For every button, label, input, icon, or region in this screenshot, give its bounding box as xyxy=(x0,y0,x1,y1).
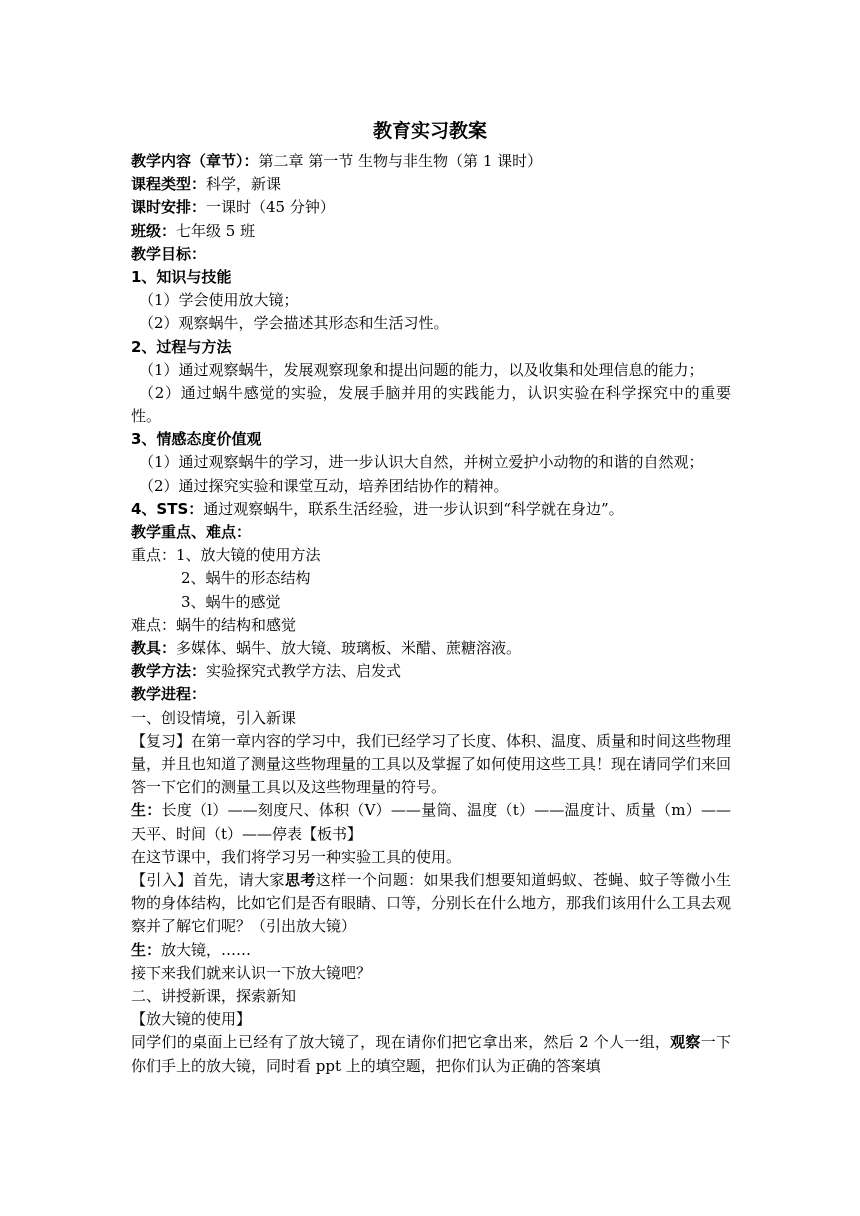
tools-value: 多媒体、蜗牛、放大镜、玻璃板、米醋、蔗糖溶液。 xyxy=(176,639,522,657)
tools-row xyxy=(131,637,731,660)
goal-3-heading: 3、情感态度价值观 xyxy=(131,430,262,449)
student-2-answer: 放大镜，…… xyxy=(161,940,252,959)
student-label: 生： xyxy=(131,801,162,820)
time-row xyxy=(131,196,731,219)
method-row xyxy=(131,660,731,683)
para-text-a: 同学们的桌面上已经有了放大镜了，现在请你们把它拿出来，然后 2 个人一组， xyxy=(131,1033,671,1052)
next-line: 接下来我们就来认识一下放大镜吧？ xyxy=(131,963,372,982)
class-label: 班级： xyxy=(131,221,177,240)
intro-text-a: 【引入】首先，请大家 xyxy=(131,870,285,889)
lesson-plan-body xyxy=(131,150,731,1078)
goal-4-row xyxy=(131,498,731,521)
student-answer-2-row xyxy=(131,939,731,962)
goal-2-heading: 2、过程与方法 xyxy=(131,337,232,356)
section-2-title: 二、讲授新课，探索新知 xyxy=(131,986,297,1005)
goals-heading: 教学目标： xyxy=(131,244,207,263)
magnifier-heading: 【放大镜的使用】 xyxy=(131,1010,252,1029)
goal-1-item-1: （1）学会使用放大镜； xyxy=(139,291,299,310)
class-row xyxy=(131,220,731,243)
method-value: 实验探究式教学方法、启发式 xyxy=(206,662,402,681)
content-value: 第二章 第一节 生物与非生物（第 1 课时） xyxy=(258,152,543,170)
process-heading: 教学进程： xyxy=(131,685,207,704)
method-label: 教学方法： xyxy=(131,662,207,681)
student-2-label: 生： xyxy=(131,940,162,959)
intro-keyword: 思考 xyxy=(284,870,316,889)
type-value: 科学，新课 xyxy=(206,175,282,194)
goal-4-text: 通过观察蜗牛，联系生活经验，进一步认识到“科学就在身边”。 xyxy=(203,499,624,518)
goal-1-heading: 1、知识与技能 xyxy=(131,267,232,286)
para-text-b: 一下你们手上的放大镜，同时看 ppt 上的填空题，把你们认为正确的答案填 xyxy=(131,1033,731,1075)
difficulty-row: 难点：蜗牛的结构和感觉 xyxy=(131,615,297,634)
magnifier-paragraph xyxy=(131,1031,731,1077)
goal-1-item-2: （2）观察蜗牛，学会描述其形态和生活习性。 xyxy=(139,314,449,333)
goal-2-item-2: （2）通过蜗牛感觉的实验，发展手脑并用的实践能力，认识实验在科学探究中的重要性。 xyxy=(131,383,731,426)
goal-3-item-2: （2）通过探究实验和课堂互动，培养团结协作的精神。 xyxy=(139,476,509,495)
key-point-3: 3、蜗牛的感觉 xyxy=(181,592,281,611)
focus-heading: 教学重点、难点： xyxy=(131,523,252,542)
goal-4-label: 4、STS： xyxy=(131,499,204,518)
para-keyword: 观察 xyxy=(670,1033,701,1052)
student-answer-paragraph xyxy=(131,799,731,845)
class-value: 七年级 5 班 xyxy=(176,221,256,240)
intro-text-b: 这样一个问题：如果我们想要知道蚂蚁、苍蝇、蚊子等微小生物的身体结构，比如它们是否有眼睛、口等，分别长在什么地方，那我们该用什么工具去观察并了解它们呢？（引出放大镜） xyxy=(131,870,732,936)
tools-label: 教具： xyxy=(131,639,177,657)
content-label: 教学内容（章节）： xyxy=(131,152,259,170)
key-point-2: 2、蜗牛的形态结构 xyxy=(181,569,311,588)
content-row xyxy=(131,150,731,173)
review-paragraph: 【复习】在第一章内容的学习中，我们已经学习了长度、体积、温度、质量和时间这些物理量，并且也知道了测量这些物理量的工具以及掌握了如何使用这些工具！现在请同学们来回答一下它们的测量工具以及这些物理量的符号。 xyxy=(131,731,732,797)
time-label: 课时安排： xyxy=(131,198,207,217)
intro-paragraph xyxy=(131,869,731,939)
goal-2-item-1: （1）通过观察蜗牛，发展观察现象和提出问题的能力，以及收集和处理信息的能力； xyxy=(139,360,704,379)
transition-line: 在这节课中，我们将学习另一种实验工具的使用。 xyxy=(131,847,462,866)
time-value: 一课时（45 分钟） xyxy=(206,198,335,217)
student-answer: 长度（l）——刻度尺、体积（V）——量筒、温度（t）——温度计、质量（m）——天平、时间（t）——停表【板书】 xyxy=(131,801,731,843)
section-1-title: 一、创设情境，引入新课 xyxy=(131,708,297,727)
key-point-1: 重点：1、放大镜的使用方法 xyxy=(131,546,321,565)
type-label: 课程类型： xyxy=(131,175,207,194)
page-title: 教育实习教案 xyxy=(372,120,487,142)
goal-3-item-1: （1）通过观察蜗牛的学习，进一步认识大自然，并树立爱护小动物的和谐的自然观； xyxy=(139,453,704,472)
type-row xyxy=(131,173,731,196)
